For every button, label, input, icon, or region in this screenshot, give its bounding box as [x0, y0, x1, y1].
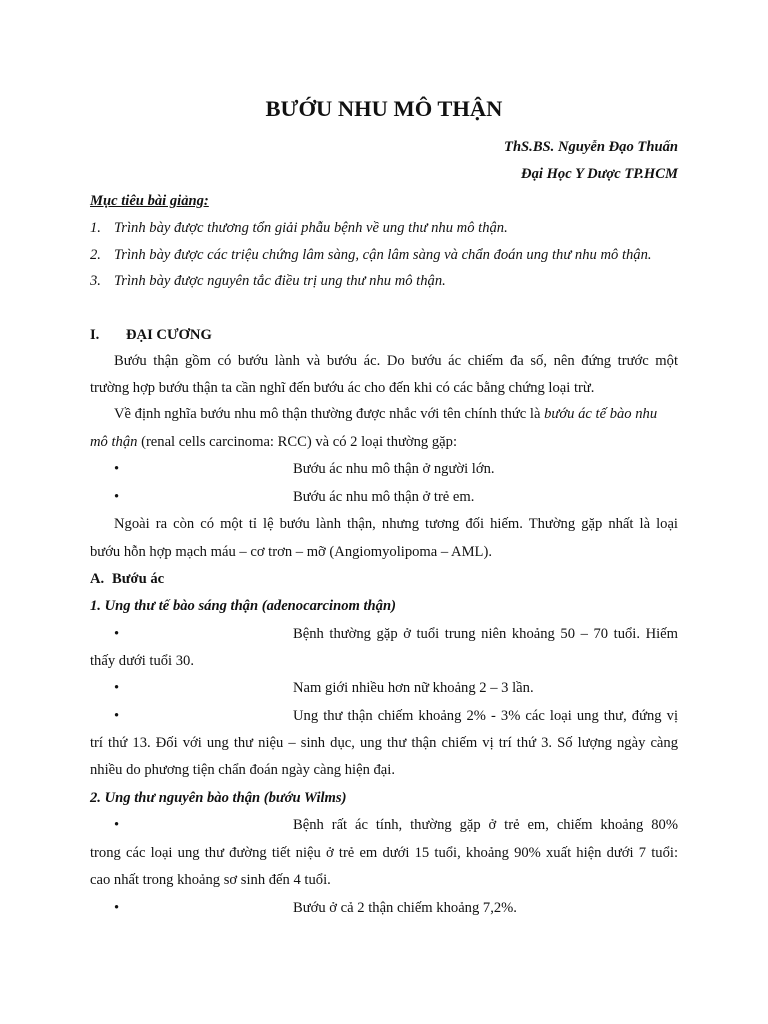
- bullet-text: Nam giới nhiều hơn nữ khoảng 2 – 3 lần.: [293, 680, 534, 696]
- paragraph-line: trường hợp bướu thận ta cần nghĩ đến bướu ác cho đến khi có các bằng chứng loại trừ.: [90, 380, 595, 396]
- objective-number: 1.: [90, 220, 101, 236]
- bullet-marker: •: [114, 900, 120, 916]
- section-heading: ĐẠI CƯƠNG: [126, 327, 212, 343]
- bullet-text: Bướu ở cả 2 thận chiếm khoảng 7,2%.: [293, 900, 517, 916]
- paragraph-line: Ngoài ra còn có một tỉ lệ bướu lành thận, nhưng tương đối hiếm. Thường gặp nhất là loại: [114, 516, 678, 532]
- subsection-label: A.: [90, 571, 105, 587]
- emphasis-text: bướu ác tế bào nhu: [544, 406, 658, 422]
- paragraph-line: Bướu thận gồm có bướu lành và bướu ác. Do bướu ác chiếm đa số, nên đứng trước một: [114, 353, 678, 369]
- bullet-text: Bướu ác nhu mô thận ở trẻ em.: [293, 489, 475, 505]
- bullet-text: trong các loại ung thư đường tiết niệu ở trẻ em dưới 15 tuổi, khoảng 90% xuất hiện dưới 7 tuổi:: [90, 845, 678, 861]
- institution: Đại Học Y Dược TP.HCM: [521, 166, 678, 182]
- bullet-text: Ung thư thận chiếm khoảng 2% - 3% các loại ung thư, đứng vị: [293, 708, 678, 724]
- bullet-marker: •: [114, 461, 120, 477]
- bullet-text: trí thứ 13. Đối với ung thư niệu – sinh dục, ung thư thận chiếm vị trí thứ 3. Số lượng ngày càng: [90, 735, 678, 751]
- paragraph-text: (renal cells carcinoma: RCC) và có 2 loại thường gặp:: [137, 434, 458, 450]
- bullet-text: nhiều do phương tiện chẩn đoán ngày càng hiện đại.: [90, 762, 395, 778]
- document-title: BƯỚU NHU MÔ THẬN: [265, 96, 503, 121]
- bullet-text: Bướu ác nhu mô thận ở người lớn.: [293, 461, 495, 477]
- paragraph-line: bướu hỗn hợp mạch máu – cơ trơn – mỡ (Angiomyolipoma – AML).: [90, 544, 492, 560]
- bullet-marker: •: [114, 626, 120, 642]
- objective-text: Trình bày được nguyên tắc điều trị ung thư nhu mô thận.: [114, 273, 446, 289]
- section-number: I.: [90, 327, 100, 343]
- bullet-text: Bệnh thường gặp ở tuổi trung niên khoảng 50 – 70 tuổi. Hiếm: [293, 626, 678, 642]
- subsection-heading: 2. Ung thư nguyên bào thận (bướu Wilms): [90, 790, 347, 806]
- objectives-heading: Mục tiêu bài giảng:: [90, 193, 209, 209]
- objective-number: 2.: [90, 247, 101, 263]
- author: ThS.BS. Nguyễn Đạo Thuấn: [504, 139, 678, 155]
- paragraph-line: [90, 432, 457, 452]
- bullet-text: thấy dưới tuổi 30.: [90, 653, 194, 669]
- objective-number: 3.: [90, 273, 101, 289]
- bullet-marker: •: [114, 489, 120, 505]
- subsection-heading: Bướu ác: [112, 571, 165, 587]
- bullet-text: Bệnh rất ác tính, thường gặp ở trẻ em, chiếm khoảng 80%: [293, 817, 678, 833]
- emphasis-text: mô thận: [90, 434, 138, 450]
- objective-text: Trình bày được thương tổn giải phẫu bệnh về ung thư nhu mô thận.: [114, 220, 508, 236]
- subsection-heading: 1. Ung thư tế bào sáng thận (adenocarcinom thận): [90, 598, 396, 614]
- paragraph-text: Về định nghĩa bướu nhu mô thận thường được nhắc với tên chính thức là: [114, 406, 545, 422]
- bullet-marker: •: [114, 680, 120, 696]
- bullet-marker: •: [114, 708, 120, 724]
- objective-text: Trình bày được các triệu chứng lâm sàng, cận lâm sàng và chẩn đoán ung thư nhu mô thận.: [114, 247, 652, 263]
- bullet-text: cao nhất trong khoảng sơ sinh đến 4 tuổi.: [90, 872, 331, 888]
- paragraph-line: [114, 404, 657, 424]
- bullet-marker: •: [114, 817, 120, 833]
